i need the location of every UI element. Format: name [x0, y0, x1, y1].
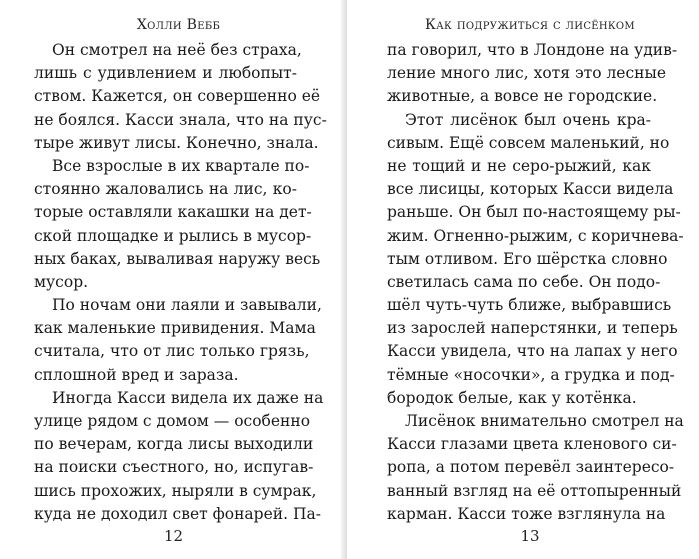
text-line: ванный взгляд на её оттопыренный: [387, 481, 682, 500]
text-line: не боялся. Касси знала, что на пус-: [34, 110, 327, 129]
text-line: бородок белые, как у котёнка.: [387, 388, 637, 407]
text-line: Все взрослые в их квартале по-: [52, 156, 310, 175]
text-line: шёл чуть-чуть ближе, выбравшись: [387, 296, 672, 315]
text-line: жим. Огненно-рыжим, с коричнева-: [387, 226, 684, 245]
left-page-text: [34, 39, 327, 526]
right-page-text: [387, 39, 684, 526]
left-page: [0, 0, 347, 559]
text-line: все лисицы, которых Касси видела: [387, 180, 674, 199]
text-line: не тощий и не серо-рыжий, как: [387, 156, 651, 175]
text-line: сплошной вред и зараза.: [34, 365, 239, 384]
text-line: По ночам они лаяли и завывали,: [52, 296, 322, 315]
text-line: ных баках, вываливая наружу весь: [34, 249, 321, 268]
running-head-title: Как подружиться с лисёнком: [425, 17, 635, 33]
text-line: торые оставляли какашки на дет-: [34, 203, 312, 222]
text-line: Лисёнок внимательно смотрел на: [405, 412, 684, 430]
running-head-author: Холли Вебб: [136, 17, 221, 33]
text-line: Иногда Касси видела их даже на: [52, 388, 324, 407]
text-line: светилась сама по себе. Он подо-: [387, 272, 661, 291]
text-line: ропа, а потом перевёл заинтересо-: [387, 458, 675, 477]
text-line: тёмные «носочки», а грудка и под-: [387, 365, 675, 384]
text-line: мусор.: [34, 272, 89, 291]
text-line: Касси глазами цвета кленового си-: [387, 435, 677, 454]
text-line: карман. Касси тоже взглянула на: [387, 504, 666, 523]
text-line: по вечерам, когда лисы выходили: [34, 435, 314, 454]
text-line: ление много лис, хотя это лесные: [387, 64, 666, 83]
text-line: как маленькие привидения. Мама: [34, 319, 316, 338]
text-line: сивым. Ещё совсем маленький, но: [387, 133, 670, 152]
text-line: считала, что от лис только грязь,: [34, 342, 310, 361]
text-line: стоянно жаловались на лис, ко-: [34, 180, 297, 199]
text-line: ской площадке и рылись в мусор-: [34, 226, 312, 245]
text-line: Касси увидела, что на лапах у него: [387, 342, 678, 361]
text-line: ством. Кажется, он совершенно её: [34, 87, 321, 106]
text-line: Этот лисёнок был очень кра-: [405, 110, 651, 129]
right-page: [347, 0, 699, 559]
text-line: животные, а вовсе не городские.: [387, 87, 658, 106]
text-line: Он смотрел на неё без страха,: [52, 41, 302, 59]
page-number-right: 13: [520, 527, 540, 545]
text-line: тыре живут лисы. Конечно, знала.: [34, 133, 319, 152]
text-line: лишь с удивлением и любопыт-: [34, 64, 297, 83]
text-line: тым отливом. Его шёрстка словно: [387, 249, 668, 268]
text-line: шись прохожих, ныряли в сумрак,: [34, 481, 317, 500]
text-line: па говорил, что в Лондоне на удив-: [387, 41, 678, 59]
text-line: улице рядом с домом — особенно: [34, 412, 311, 430]
text-line: куда не доходил свет фонарей. Па-: [34, 504, 321, 523]
text-line: раньше. Он был по-настоящему ры-: [387, 203, 681, 222]
text-line: из зарослей наперстянки, и теперь: [387, 319, 678, 338]
page-number-left: 12: [163, 527, 184, 545]
text-line: на поиски съестного, но, испугав-: [34, 458, 314, 477]
